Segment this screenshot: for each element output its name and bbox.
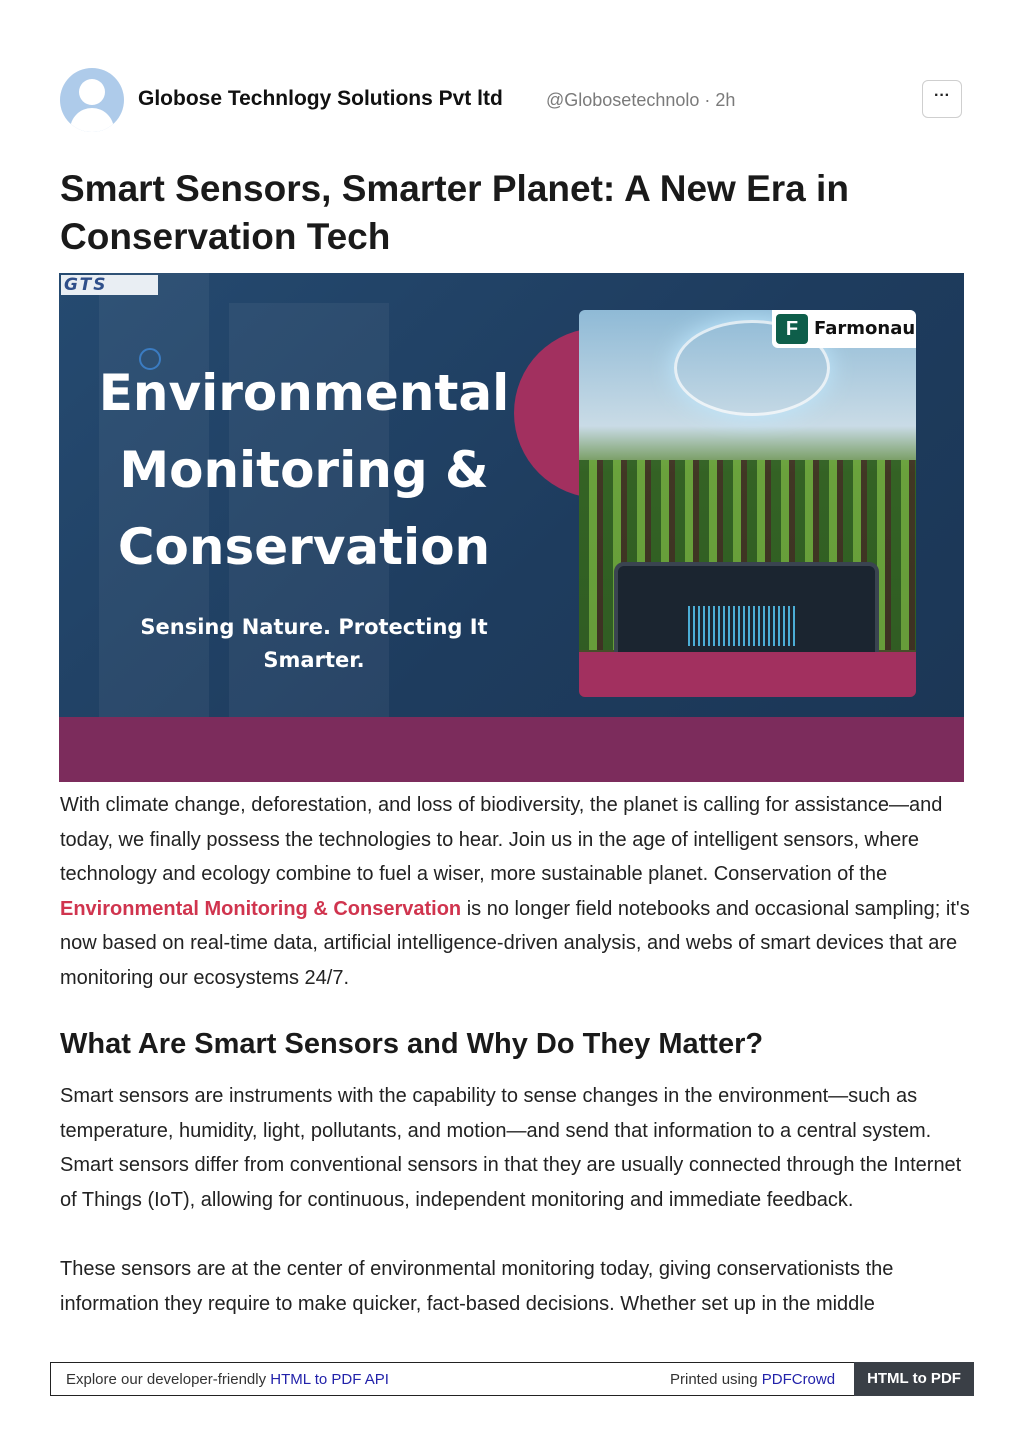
avatar-body-shape [70, 108, 114, 132]
hero-heading-line: Environmental [98, 364, 510, 422]
farm-photo [579, 310, 916, 697]
post-title: Smart Sensors, Smarter Planet: A New Era in Conservation Tech [60, 168, 849, 257]
body-paragraph: These sensors are at the center of environmental monitoring today, giving conservationists the information they require to make quicker, fact-based decisions. Whether set up in the middle [60, 1258, 894, 1315]
author-handle[interactable]: @Globosetechnolo [546, 90, 700, 110]
post-time: 2h [715, 90, 736, 110]
body-paragraph: Smart sensors are instruments with the capability to sense changes in the environment—such as temperature, humidity, light, pollutants, and motion—and send that information to a central system. Smart sensors differ from conventional sensors in that they are usually connected through the Internet of Things (IoT), allowing for continuous, independent monitoring and immediate feedback. [60, 1085, 962, 1211]
farmonau-brand: Farmonau [772, 310, 916, 348]
hero-heading-line: Monitoring & [119, 441, 489, 499]
hero-tagline [59, 611, 569, 677]
footer-left-text: Explore our developer-friendly [66, 1371, 271, 1388]
pdfcrowd-link[interactable]: PDFCrowd [761, 1371, 836, 1388]
section-heading: What Are Smart Sensors and Why Do They Matter? [60, 1028, 764, 1060]
post-header [60, 68, 964, 132]
html-to-pdf-button[interactable]: HTML to PDF [854, 1362, 974, 1396]
waveform-graphic [688, 606, 798, 646]
author-meta: @Globosetechnolo · 2h [546, 90, 736, 110]
environmental-monitoring-link[interactable]: Environmental Monitoring & Conservation [60, 897, 462, 920]
hero-tagline-line: Smarter. [263, 648, 365, 672]
hero-bottom-band [59, 717, 964, 782]
more-options-button[interactable]: ··· [922, 80, 962, 118]
photo-bottom-strip [579, 652, 916, 697]
farmonau-logo-icon: F [776, 314, 808, 344]
intro-text: is no longer field notebooks and occasional sampling; it's now based on real-time data, artificial intelligence-driven analysis, and webs of smart devices that are monitoring our ecosystems 24/7. [60, 897, 970, 989]
footer-right [670, 1371, 835, 1388]
footer-left [66, 1371, 389, 1388]
footer-right-text: Printed using [670, 1371, 762, 1388]
hero-tagline-line: Sensing Nature. Protecting It [140, 615, 488, 639]
hero-heading [59, 355, 549, 586]
hero-heading-line: Conservation [117, 518, 491, 576]
intro-text: With climate change, deforestation, and loss of biodiversity, the planet is calling for assistance—and today, we finally possess the technologies to hear. Join us in the age of intelligent sensors, where technology and ecology combine to fuel a wiser, more sustainable planet. Conservation of the [60, 794, 943, 885]
html-to-pdf-api-link[interactable]: HTML to PDF API [270, 1371, 389, 1388]
avatar-head-shape [79, 79, 105, 105]
avatar[interactable] [60, 68, 124, 132]
pdfcrowd-footer [50, 1362, 974, 1396]
hero-image [59, 273, 964, 782]
gts-logo: GTS [61, 275, 158, 295]
intro-paragraph [60, 788, 970, 995]
author-name[interactable]: Globose Technlogy Solutions Pvt ltd [138, 87, 503, 110]
